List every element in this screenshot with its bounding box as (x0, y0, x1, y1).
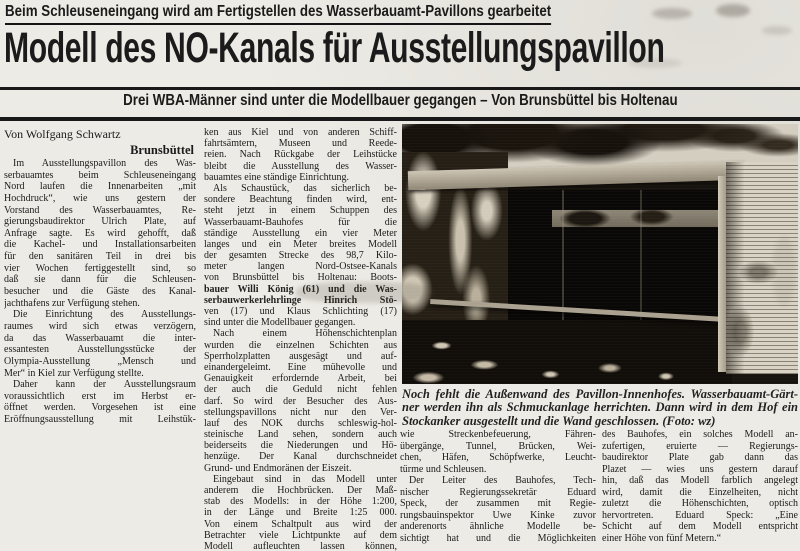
text-line: raumes wird sich etwas verzögern, (4, 320, 196, 332)
text-line: hin, daß das Modell farblich angelegt (602, 475, 798, 486)
text-line: Anfrage sagte. Es wird gehofft, daß (4, 227, 196, 239)
text-line: gierungsbaudirektor Ulrich Plate, auf (4, 216, 196, 228)
text-line: Die Einrichtung des Ausstellungs- (13, 309, 196, 321)
scan-noise (652, 8, 692, 19)
text-line: Als Schaustück, das sicherlich be- (213, 182, 397, 194)
text-line: sind unter die Modellbauer gegangen. (204, 317, 356, 329)
text-line: fahrtsämtern, Museen und Reede- (204, 138, 397, 150)
text-line: hervortreten. Eduard Speck: „Eine (602, 509, 798, 521)
kicker-line (5, 3, 551, 25)
text-line: einandergeleimt. Eine mühevolle und (204, 361, 397, 373)
text-line: chen, Häfen, Schöpfwerke, Leucht- (400, 452, 596, 463)
main-headline: Modell des NO-Kanals für Ausstellungspavillon (4, 24, 665, 72)
text-line: Von einem Schaltpult aus wird der (204, 518, 397, 530)
scan-noise (772, 236, 796, 306)
divider-rule-top (0, 87, 800, 90)
text-line: bauer Willi König (61) und die Was- (204, 283, 397, 295)
text-line: Nach einem Höhenschichtenplan (213, 328, 397, 340)
text-line: langes und ein Meter breites Modell (204, 238, 397, 250)
text-line: einer Höhe von fünf Metern.“ (602, 532, 722, 544)
text-line: der gesamten Strecke des 98,7 Kilo- (204, 250, 397, 262)
text-line: serbauwerkerlehrlinge Hinrich Stö- (204, 294, 397, 306)
text-line: reien. Nach Rückgabe der Leihstücke (204, 149, 397, 161)
article-column-4 (602, 429, 798, 544)
text-line: Eingebaut sind in das Modell unter (213, 473, 397, 485)
text-line: Vorstand des Wasserbauamtes, Re- (4, 204, 196, 216)
text-line: des Bauhofes, ein solches Modell an- (602, 429, 798, 440)
text-line: sondere Beachtung finden wird, ent- (204, 194, 397, 206)
text-line: zufertigen, eruierte — Regierungs- (602, 440, 798, 452)
column-3-text (400, 429, 596, 544)
text-line: meter langen Nord-Ostsee-Kanals (204, 261, 397, 273)
article-column-2 (204, 127, 397, 551)
text-line: jachthafens zur Verfügung stehen. (4, 297, 140, 309)
scan-noise (762, 26, 792, 35)
subheadline (0, 92, 800, 110)
text-line: Stockanker ausgestellt und die Wand geschlossen. (Foto: wz) (402, 414, 716, 428)
text-line: Nord laufen die Innenarbeiten „mit (4, 181, 196, 193)
text-line: ven (17) und Klaus Schlichting (17) (204, 306, 397, 317)
text-line: anderenorts ähnliche Modelle be- (400, 521, 596, 532)
subheadline-text: Drei WBA-Männer sind unter die Modellbauer gegangen – Von Brunsbüttel bis Holtenau (122, 92, 678, 109)
article-column-1 (4, 127, 196, 426)
article-column-3 (400, 429, 596, 544)
dateline: Brunsbüttel (130, 143, 194, 157)
text-line: bauamtes eine ständige Einrichtung. (204, 171, 349, 183)
text-line: darf. So wird der Besucher des Aus- (204, 395, 397, 407)
text-line: beiderseits die Niederungen und Hö- (204, 440, 397, 452)
text-line: wurden die einzelnen Schichten aus (204, 339, 397, 351)
text-line: besucher und die Gäste des Kanal- (4, 286, 196, 298)
text-line: türme und Schleusen. (400, 463, 487, 475)
column-1-text (4, 158, 196, 426)
photo-grain-overlay (402, 124, 798, 384)
text-line: Speck, der zusammen mit Regie- (400, 498, 596, 509)
column-2-text (204, 127, 397, 551)
text-line: stellungspavillons nicht nur den Ver- (204, 406, 397, 418)
scan-noise (628, 58, 682, 68)
text-line: die Kachel- und Installationsarbeiten (4, 239, 196, 251)
text-line: der auch die Geduld nicht fehlen (204, 384, 397, 396)
text-line: ner werden ihn als Schmuckanlage herrichten. Dann wird in dem Hof ein (402, 401, 798, 415)
text-line: Mer“ in Kiel zur Verfügung stellte. (4, 367, 144, 379)
text-line: lauf des NOK durchs schleswig-hol- (204, 417, 397, 429)
byline: Von Wolfgang Schwartz (4, 127, 121, 141)
text-line: in der Länge und Breite 1:25 000. (204, 507, 397, 519)
text-line: Wasserbauamt-Bauhofes für die (204, 216, 397, 228)
ink-smudge (296, 282, 434, 303)
text-line: henzüge. Der Kanal durchschneidet (204, 451, 397, 463)
text-line: rungsbauinspektor Uwe Kinke zuvor (400, 509, 596, 521)
text-line: Der Leiter des Bauhofes, Tech- (409, 475, 596, 486)
text-line: daß sie dann für die Schleusen- (4, 274, 196, 286)
text-line: bleibt die Ausstellung des Wasser- (204, 160, 397, 172)
text-line: Grund- und Endmoränen der Eiszeit. (204, 462, 352, 474)
text-line: da das Wasserbauamt die inter- (4, 332, 196, 344)
divider-rule-bottom (0, 117, 800, 121)
text-line: anderem die Hochbrücken. Der Maß- (204, 485, 397, 496)
text-line: Sperrholzplatten ausgesägt und auf- (204, 350, 397, 362)
text-line: Genauigkeit erfordernde Arbeit, bei (204, 373, 397, 385)
kicker-text: Beim Schleuseneingang wird am Fertigstellen des Wasserbauamt-Pavillons gearbeitet (5, 3, 551, 25)
article-photo (402, 124, 798, 384)
text-line: zuletzt die Höhenschichten, optisch (602, 498, 798, 509)
text-line: wie Streckenbefeuerung, Fähren- (400, 429, 596, 440)
text-line: voraussichtlich erst im Herbst er- (4, 390, 196, 402)
text-line: vier Wochen fertiggestellt sind, so (4, 262, 196, 274)
text-line: wird, damit die Einzelheiten, nicht (602, 486, 798, 498)
text-line: Modell aufleuchten lassen können, (204, 540, 397, 551)
text-line: Eröffnungsausstellung mit Leihstük- (4, 414, 196, 426)
text-line: nischer Regierungssekretär Eduard (400, 486, 596, 498)
text-line: stab des Modells: in der Höhe 1:200, (204, 496, 397, 508)
column-4-text (602, 429, 798, 544)
text-line: essantesten Ausstellungsstücke der (4, 344, 196, 356)
scan-noise (716, 4, 750, 17)
text-line: ständige Ausstellung ein vier Meter (204, 227, 397, 239)
text-line: Daher kann der Ausstellungsraum (13, 379, 196, 391)
text-line: Olympia-Ausstellung „Mensch und (4, 355, 196, 367)
text-line: ken aus Kiel und von anderen Schiff- (204, 127, 397, 138)
text-line: Schicht auf dem Modell entspricht (602, 521, 798, 532)
text-line: Plazet — wies uns gestern darauf (602, 463, 798, 475)
text-line: Hochdruck“, wie uns gestern der (4, 192, 196, 204)
text-line: Noch fehlt die Außenwand des Pavillon-Innenhofes. Wasserbauamt-Gärt- (402, 388, 798, 401)
text-line: für den sanitären Teil in drei bis (4, 251, 196, 263)
text-line: übergänge, Tunnel, Brücken, Wei- (400, 440, 596, 452)
text-line: von Brunsbüttel bis Holtenau: Boots- (204, 272, 397, 284)
text-line: steinische Land sehen, sondern auch (204, 429, 397, 441)
photo-caption (402, 388, 798, 428)
text-line: öffnet werden. Vorgesehen ist eine (4, 402, 196, 414)
text-line: steht jetzt in einem Schuppen des (204, 205, 397, 217)
text-line: Im Ausstellungspavillon des Was- (13, 158, 196, 169)
text-line: serbauamtes beim Schleuseneingang (4, 169, 196, 181)
text-line: Betrachter viele Lichtpunkte auf dem (204, 529, 397, 541)
text-line: baudirektor Plate gab dann das (602, 452, 798, 463)
text-line: sichtigt hat und die Möglichkeiten (400, 532, 596, 544)
